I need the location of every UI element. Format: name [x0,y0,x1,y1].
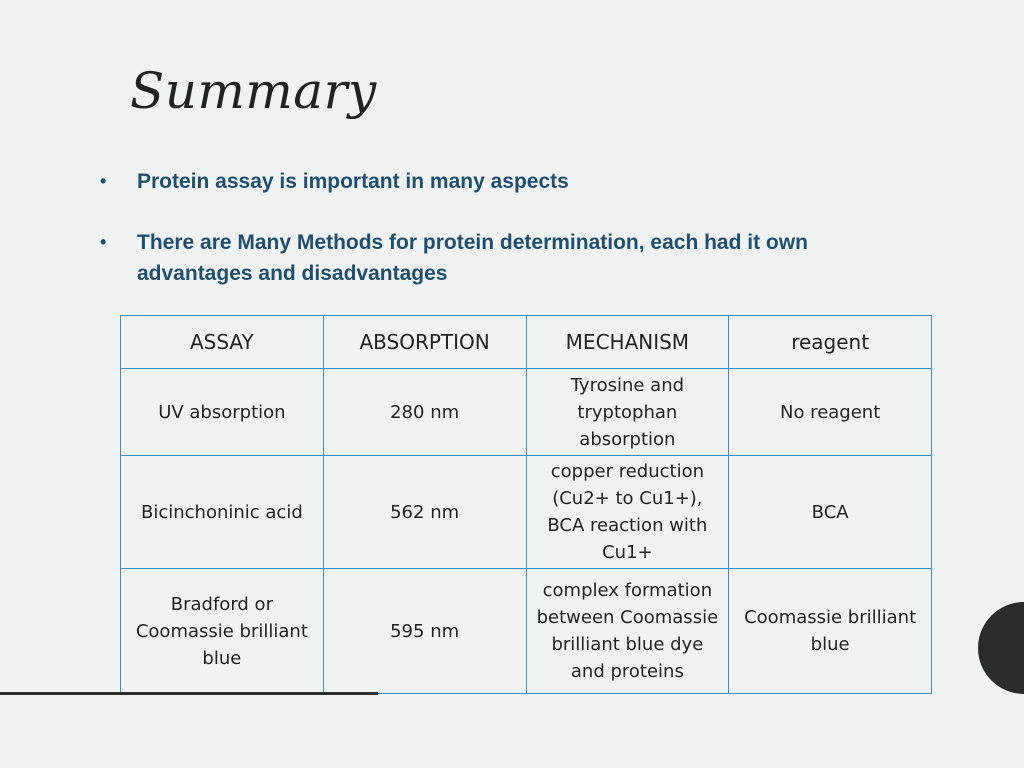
cell-reagent: Coomassie brilliant blue [729,569,932,694]
bullet-item [100,166,920,197]
cell-absorption: 595 nm [323,569,526,694]
assay-table [120,315,932,694]
cell-absorption: 280 nm [323,369,526,456]
bullet-list [100,166,920,289]
cell-mechanism: copper reduction (Cu2+ to Cu1+), BCA reaction with Cu1+ [526,456,729,569]
header-reagent: reagent [729,316,932,369]
bullet-item [100,227,920,289]
cell-assay: Bradford or Coomassie brilliant blue [121,569,324,694]
table-row [121,369,932,456]
table-row [121,456,932,569]
header-mechanism: MECHANISM [526,316,729,369]
cell-reagent: No reagent [729,369,932,456]
cell-reagent: BCA [729,456,932,569]
table-header-row [121,316,932,369]
table-row [121,569,932,694]
header-assay: ASSAY [121,316,324,369]
bullet-marker: • [100,171,107,191]
decorative-divider [0,692,378,695]
cell-mechanism: Tyrosine and tryptophan absorption [526,369,729,456]
cell-mechanism: complex formation between Coomassie brilliant blue dye and proteins [526,569,729,694]
slide-title: Summary [130,62,377,120]
cell-assay: Bicinchoninic acid [121,456,324,569]
header-absorption: ABSORPTION [323,316,526,369]
cell-assay: UV absorption [121,369,324,456]
bullet-text: There are Many Methods for protein determination, each had it own advantages and disadvantages [137,231,808,285]
bullet-text: Protein assay is important in many aspects [137,170,569,193]
decorative-circle [978,602,1024,694]
bullet-marker: • [100,232,107,252]
cell-absorption: 562 nm [323,456,526,569]
